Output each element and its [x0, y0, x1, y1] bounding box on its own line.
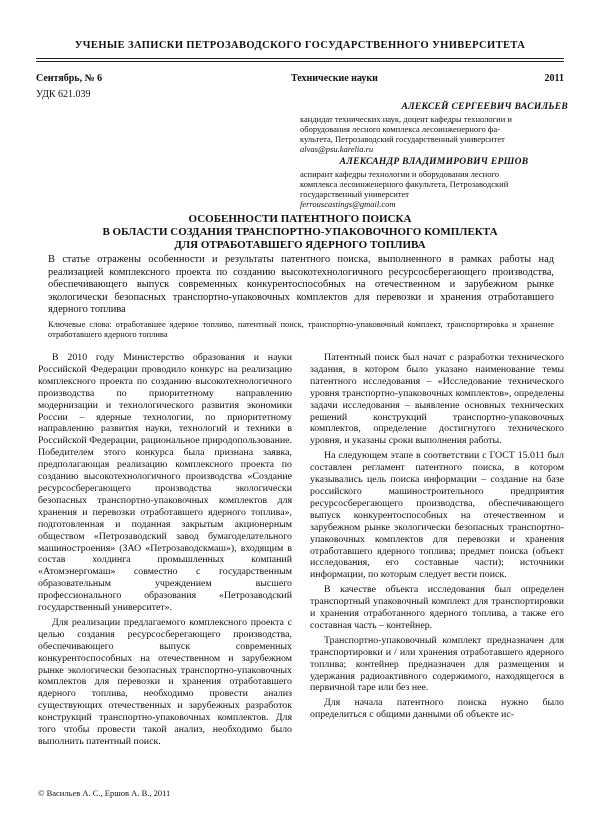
author-affiliation-line: оборудования лесного комплекса лесоинженерного фа- — [300, 124, 500, 134]
author-affiliation-line: кандидат технических наук, доцент кафедры технологии и — [300, 114, 512, 124]
keywords: Ключевые слова: отработавшее ядерное топливо, патентный поиск, транспортно-упаковочный комплект, транспортировка и хранение отработавшего ядерного топлива — [48, 319, 554, 339]
body-column-right — [310, 352, 564, 724]
author-affiliation-line: культета, Петрозаводский государственный университет — [300, 134, 505, 144]
abstract: В статье отражены особенности и результаты патентного поиска, выполненного в рамках работы над реализацией комплексного проекта по созданию высокотехнологичного ресурсосберегающего производства, обеспечивающего выпуск современных конкурентоспособных на отечественном и зарубежном рынке экологически безопасных транспортно-упаковочных комплектов для перевозки и хранения отработавшего ядерного топлива — [48, 254, 554, 315]
body-paragraph: Для реализации предлагаемого комплексного проекта с целью создания ресурсосберегающего производства, обеспечивающего выпуск современных конкурентоспособных на отечественном и зарубежном рынке экологически безопасных транспортно-упаковочных комплектов для перевозки и хранения отработавшего ядерного топлива, необходимо провести анализ существующих отечественных и зарубежных разработок конструкций транспортно-упаковочных комплектов. Для того чтобы провести такой анализ, необходимо было выполнить патентный поиск. — [38, 616, 292, 747]
copyright-notice: © Васильев А. С., Ершов А. В., 2011 — [38, 788, 171, 798]
body-paragraph: В 2010 году Министерство образования и науки Российской Федерации проводило конкурс на реализацию комплексного проекта по созданию высокотехнологичного производства по приоритетному направлению модернизации и технологического развития экономики России – ядерные технологии, по приоритетному направлению развития науки, технологий и техники в Российской Федерации, рациональное природопользование. Победителем этого конкурса была признана заявка, предполагающая реализацию комплексного проекта по созданию высокотехнологичного производства «Создание ресурсосберегающего производства экологически безопасных транспортно-упаковочных комплектов для хранения и перевозки отработавшего ядерного топлива», подготовленная и поданная закрытым акционерным обществом «Петрозаводский завод бумагоделательного машиностроения» (ЗАО «Петрозаводскмаш»), входящим в состав холдинга промышленных компаний «Атомэнергомаш» совместно с государственным образовательным учреждением высшего профессионального образования «Петрозаводский государственный университет». — [38, 352, 292, 614]
author-affiliation-line: государственный университет — [300, 189, 410, 199]
title-line: ОСОБЕННОСТИ ПАТЕНТНОГО ПОИСКА — [188, 213, 412, 225]
issue-meta — [36, 73, 564, 87]
header-rule-top — [36, 58, 564, 59]
body-paragraph: Транспортно-упаковочный комплект предназначен для транспортировки и / или хранения отработавшего ядерного топлива; контейнер предназначен для размещения и удержания радиоактивного содержимого, находящегося в первичной таре или без нее. — [310, 634, 564, 694]
journal-title: УЧЕНЫЕ ЗАПИСКИ ПЕТРОЗАВОДСКОГО ГОСУДАРСТВЕННОГО УНИВЕРСИТЕТА — [74, 40, 526, 51]
author-affiliation-line: аспирант кафедры технологии и оборудования лесного — [300, 169, 499, 179]
udc-code: УДК 621.039 — [36, 89, 91, 100]
author-email: ferrouscastings@gmail.com — [300, 199, 396, 209]
body-paragraph: Патентный поиск был начат с разработки технического задания, в котором было указано наименование темы патентного исследования – «Исследование технического уровня транспортно-упаковочных комплектов», определены задачи исследования – выявление основных технических решений конструкций транспортно-упаковочных комплектов, определение достигнутого технического уровня, и указаны сроки выполнения работы. — [310, 352, 564, 447]
author-email: alvas@psu.karelia.ru — [300, 144, 374, 154]
header-rule-bottom — [36, 61, 564, 62]
issue-number: Сентябрь, № 6 — [36, 73, 103, 84]
title-line: ДЛЯ ОТРАБОТАВШЕГО ЯДЕРНОГО ТОПЛИВА — [174, 239, 426, 251]
issue-year: 2011 — [544, 73, 564, 84]
body-column-left — [38, 352, 292, 751]
article-title — [36, 213, 564, 252]
author-affiliation-line: комплекса лесоинженерного факультета, Петрозаводский — [300, 179, 509, 189]
author-block — [300, 102, 568, 209]
body-paragraph: На следующем этапе в соответствии с ГОСТ 15.011 был составлен регламент патентного поиска, в котором указывались цель поиска информации – создание на базе российского машиностроительного предприятия ресурсосберегающего производства, обеспечивающего выпуск конкурентоспособных на отечественном и зарубежном рынке экологически безопасных транспортно-упаковочных комплектов для перевозки и хранения отработавшего ядерного топлива; предмет поиска (объект исследования, его составные части); источники информации, по которым следует вести поиск. — [310, 450, 564, 581]
author-name: АЛЕКСЕЙ СЕРГЕЕВИЧ ВАСИЛЬЕВ — [401, 102, 568, 112]
body-paragraph: В качестве объекта исследования был определен транспортный упаковочный комплект для транспортировки и хранения отработанного ядерного топлива, а также его составная часть – контейнер. — [310, 584, 564, 631]
author-name: АЛЕКСАНДР ВЛАДИМИРОВИЧ ЕРШОВ — [339, 157, 529, 167]
title-line: В ОБЛАСТИ СОЗДАНИЯ ТРАНСПОРТНО-УПАКОВОЧНОГО КОМПЛЕКТА — [102, 226, 498, 238]
section-name: Технические науки — [291, 73, 378, 84]
body-paragraph: Для начала патентного поиска нужно было определиться с общими данными об объекте ис- — [310, 697, 564, 721]
